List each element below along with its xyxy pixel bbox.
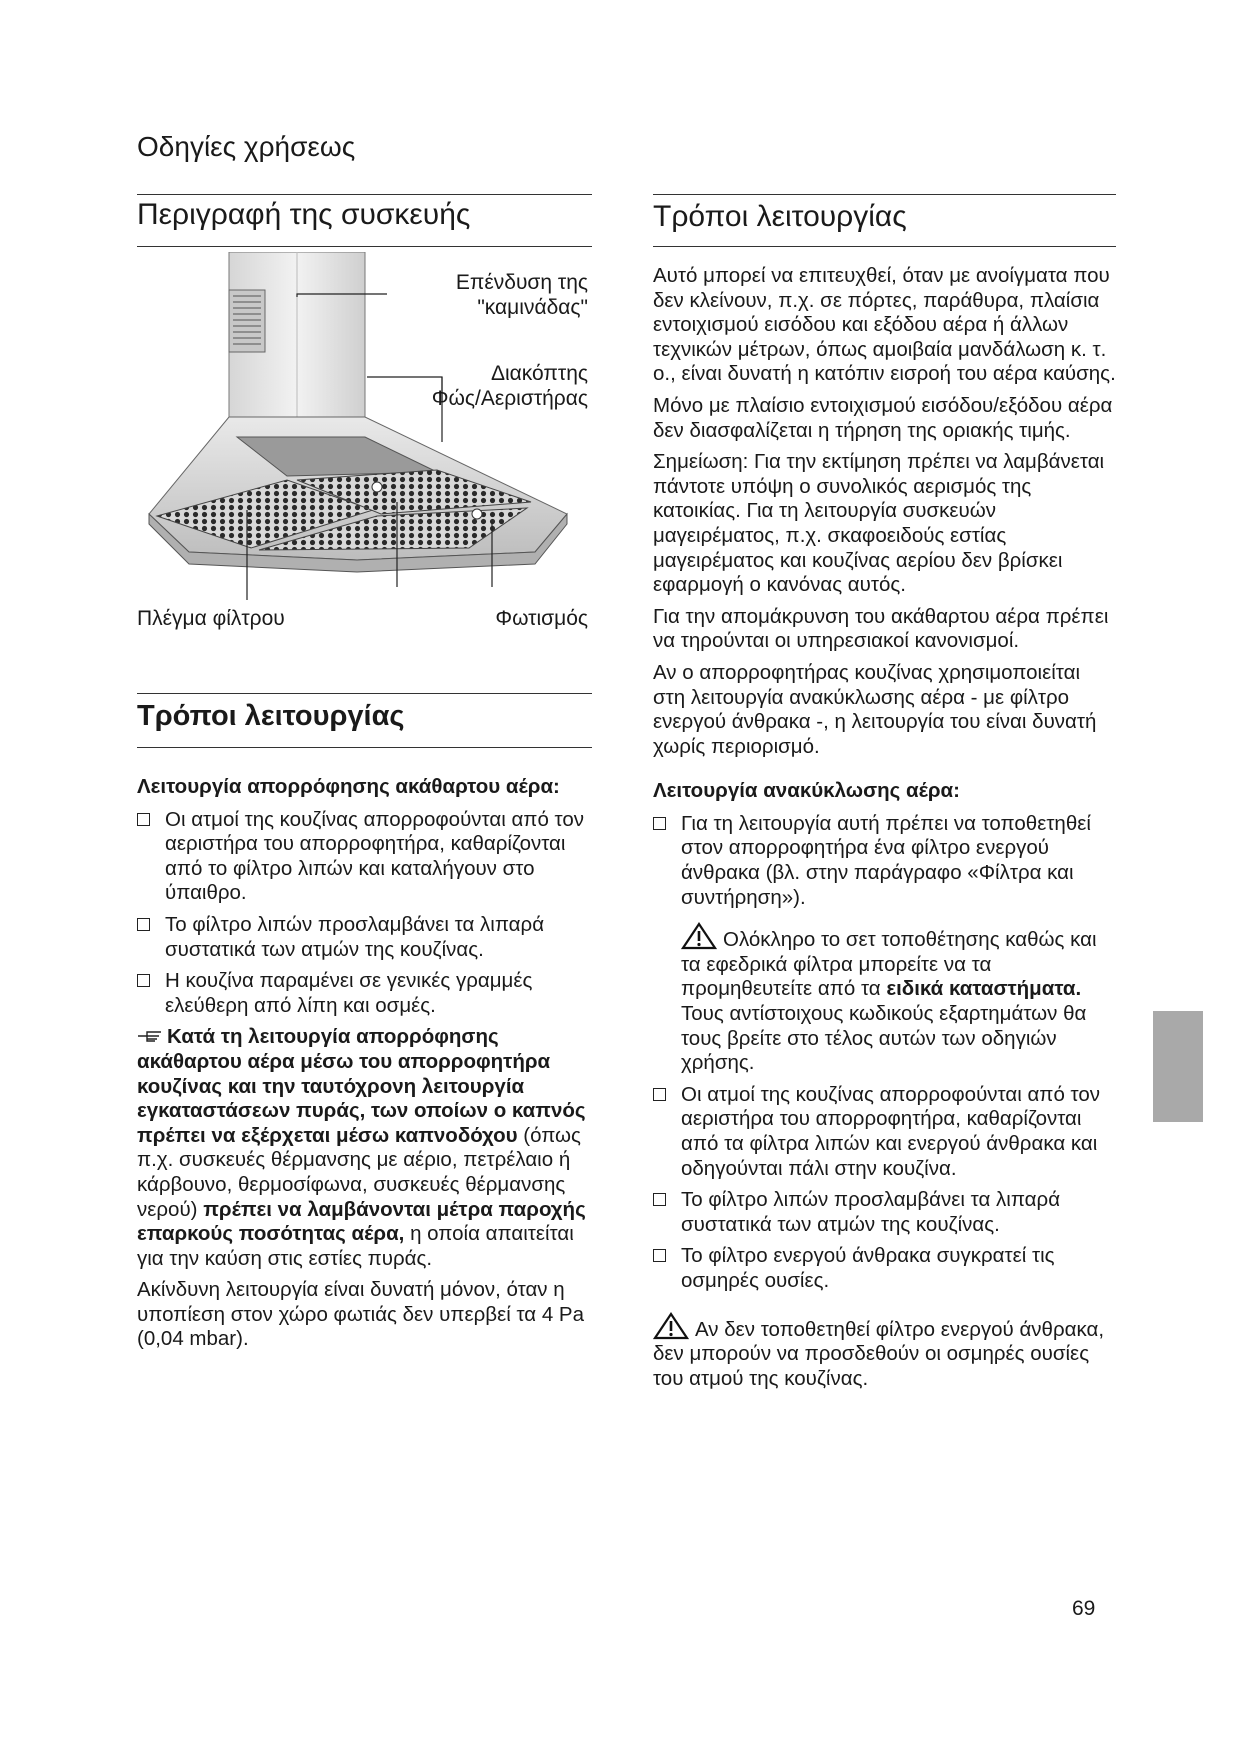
list-item: Η κουζίνα παραμένει σε γενικές γραμμές ελεύθερη από λίπη και οσμές. xyxy=(137,969,592,1018)
label-chimney-cover: Επένδυση της "καμινάδας" xyxy=(455,271,588,319)
list-item: Το φίλτρο λιπών προσλαμβάνει τα λιπαρά συστατικά των ατμών της κουζίνας. xyxy=(653,1188,1116,1237)
document-title: Οδηγίες χρήσεως xyxy=(137,131,356,162)
checkbox-bullet-icon xyxy=(137,974,150,987)
checkbox-bullet-icon xyxy=(137,813,150,826)
list-item: Το φίλτρο ενεργού άνθρακα συγκρατεί τις οσμηρές ουσίες. xyxy=(653,1244,1116,1293)
device-description-title: Περιγραφή της συσκευής xyxy=(137,198,471,231)
checkbox-bullet-icon xyxy=(653,817,666,830)
section-rule xyxy=(653,246,1116,247)
safe-operation-text: Ακίνδυνη λειτουργία είναι δυνατή μόνον, όταν η υποπίεση στον χώρο φωτιάς δεν υπερβεί τα 4 Pa (0,04 mbar). xyxy=(137,1278,584,1351)
section-rule xyxy=(137,194,592,195)
warning-triangle-icon xyxy=(653,1312,689,1340)
safety-note: Κατά τη λειτουργία απορρόφησης ακάθαρτου αέρα μέσω του απορροφητήρα κουζίνας και την ταυτόχρονη λειτουργία εγκαταστάσεων πυράς, των οποίων ο καπνός πρέπει να εξέρχεται μέσω καπνοδόχου (όπως π.χ. συσκευές θέρμανσης με αέριο, πετρέλαιο ή κάρβουνο, θερμοσίφωνα, συσκευές θέρμανσης νερού) πρέπει να λαμβάνονται μέτρα παροχής επαρκούς ποσότητας αέρα, η οποία απαιτείται για την καύση στις εστίες πυράς. xyxy=(137,1025,586,1270)
section-rule xyxy=(137,246,592,247)
label-lighting: Φωτισμός xyxy=(495,607,588,630)
paragraph: Σημείωση: Για την εκτίμηση πρέπει να λαμβάνεται πάντοτε υπόψη ο συνολικός αερισμός της κατοικίας. Για τη λειτουργία συσκευών μαγειρέματος, π.χ. σκαφοειδούς εστίας μαγειρέματος και κουζίνας αερίου δεν βρίσκει εφαρμογή ο κανόνας αυτός. xyxy=(653,450,1105,597)
recirculation-mode-heading: Λειτουργία ανακύκλωσης αέρα: xyxy=(653,779,960,803)
section-rule xyxy=(137,693,592,694)
label-filter-grid: Πλέγμα φίλτρου xyxy=(137,607,285,630)
checkbox-bullet-icon xyxy=(653,1193,666,1206)
list-item: Οι ατμοί της κουζίνας απορροφούνται από τον αεριστήρα του απορροφητήρα, καθαρίζονται από τα φίλτρα λιπών και ενεργού άνθρακα και οδηγούνται πάλι στην κουζίνα. xyxy=(653,1083,1116,1181)
right-text-column xyxy=(653,264,1116,1564)
pointing-hand-icon xyxy=(137,1027,163,1043)
paragraph: Μόνο με πλαίσιο εντοιχισμού εισόδου/εξόδου αέρα δεν διασφαλίζεται η τήρηση της οριακής τιμής. xyxy=(653,393,1113,442)
warning-note-parts: Ολόκληρο το σετ τοποθέτησης καθώς και τα εφεδρικά φίλτρα μπορείτε να τα προμηθευτείτε από τα ειδικά καταστήματα. Τους αντίστοιχους κωδικούς εξαρτημάτων θα τους βρείτε στο τέλος αυτών των οδηγιών χρήσης. xyxy=(653,922,1116,1076)
checkbox-bullet-icon xyxy=(653,1249,666,1262)
exhaust-mode-heading: Λειτουργία απορρόφησης ακάθαρτου αέρα: xyxy=(137,775,560,798)
vent-grille-icon xyxy=(229,290,265,352)
paragraph: Αν ο απορροφητήρας κουζίνας χρησιμοποιείται στη λειτουργία ανακύκλωσης αέρα - με φίλτρο ενεργού άνθρακα -, η λειτουργία του είναι δυνατή χωρίς περιορισμό. xyxy=(653,660,1097,758)
operating-modes-title: Τρόποι λειτουργίας xyxy=(137,700,405,732)
checkbox-bullet-icon xyxy=(137,918,150,931)
label-light-fan-switch: Διακόπτης Φώς/Αεριστήρας xyxy=(431,362,588,410)
page-number: 69 xyxy=(1072,1597,1096,1620)
checkbox-bullet-icon xyxy=(653,1088,666,1101)
section-thumb-tab xyxy=(1153,1011,1203,1122)
list-item: Για τη λειτουργία αυτή πρέπει να τοποθετηθεί στον απορροφητήρα ένα φίλτρο ενεργού άνθρακα (βλ. στην παράγραφο «Φίλτρα και συντήρηση»). xyxy=(653,812,1116,910)
section-rule xyxy=(137,747,592,748)
paragraph: Για την απομάκρυνση του ακάθαρτου αέρα πρέπει να τηρούνται οι υπηρεσιακοί κανονισμοί. xyxy=(653,604,1109,653)
left-text-column xyxy=(137,775,592,1485)
right-operating-modes-title: Τρόποι λειτουργίας xyxy=(653,200,907,233)
section-rule xyxy=(653,194,1116,195)
list-item: Το φίλτρο λιπών προσλαμβάνει τα λιπαρά συστατικά των ατμών της κουζίνας. xyxy=(137,913,592,962)
list-item: Οι ατμοί της κουζίνας απορροφούνται από τον αεριστήρα του απορροφητήρα, καθαρίζονται από το φίλτρο λιπών και καταλήγουν στο ύπαιθρο. xyxy=(137,808,592,906)
warning-triangle-icon xyxy=(681,922,717,950)
paragraph: Αυτό μπορεί να επιτευχθεί, όταν με ανοίγματα που δεν κλείνουν, π.χ. σε πόρτες, παράθυρα, πλαίσια εντοιχισμού εισόδου και εξόδου αέρα ή άλλων τεχνικών μέτρων, όπως αμοιβαία μανδάλωση κ. τ. ο., είναι δυνατή η κατόπιν εισροή του αέρα καύσης. xyxy=(653,264,1116,386)
warning-carbon-filter: Αν δεν τοποθετηθεί φίλτρο ενεργού άνθρακα, δεν μπορούν να προσδεθούν οι οσμηρές ουσίες του ατμού της κουζίνας. xyxy=(653,1312,1116,1392)
